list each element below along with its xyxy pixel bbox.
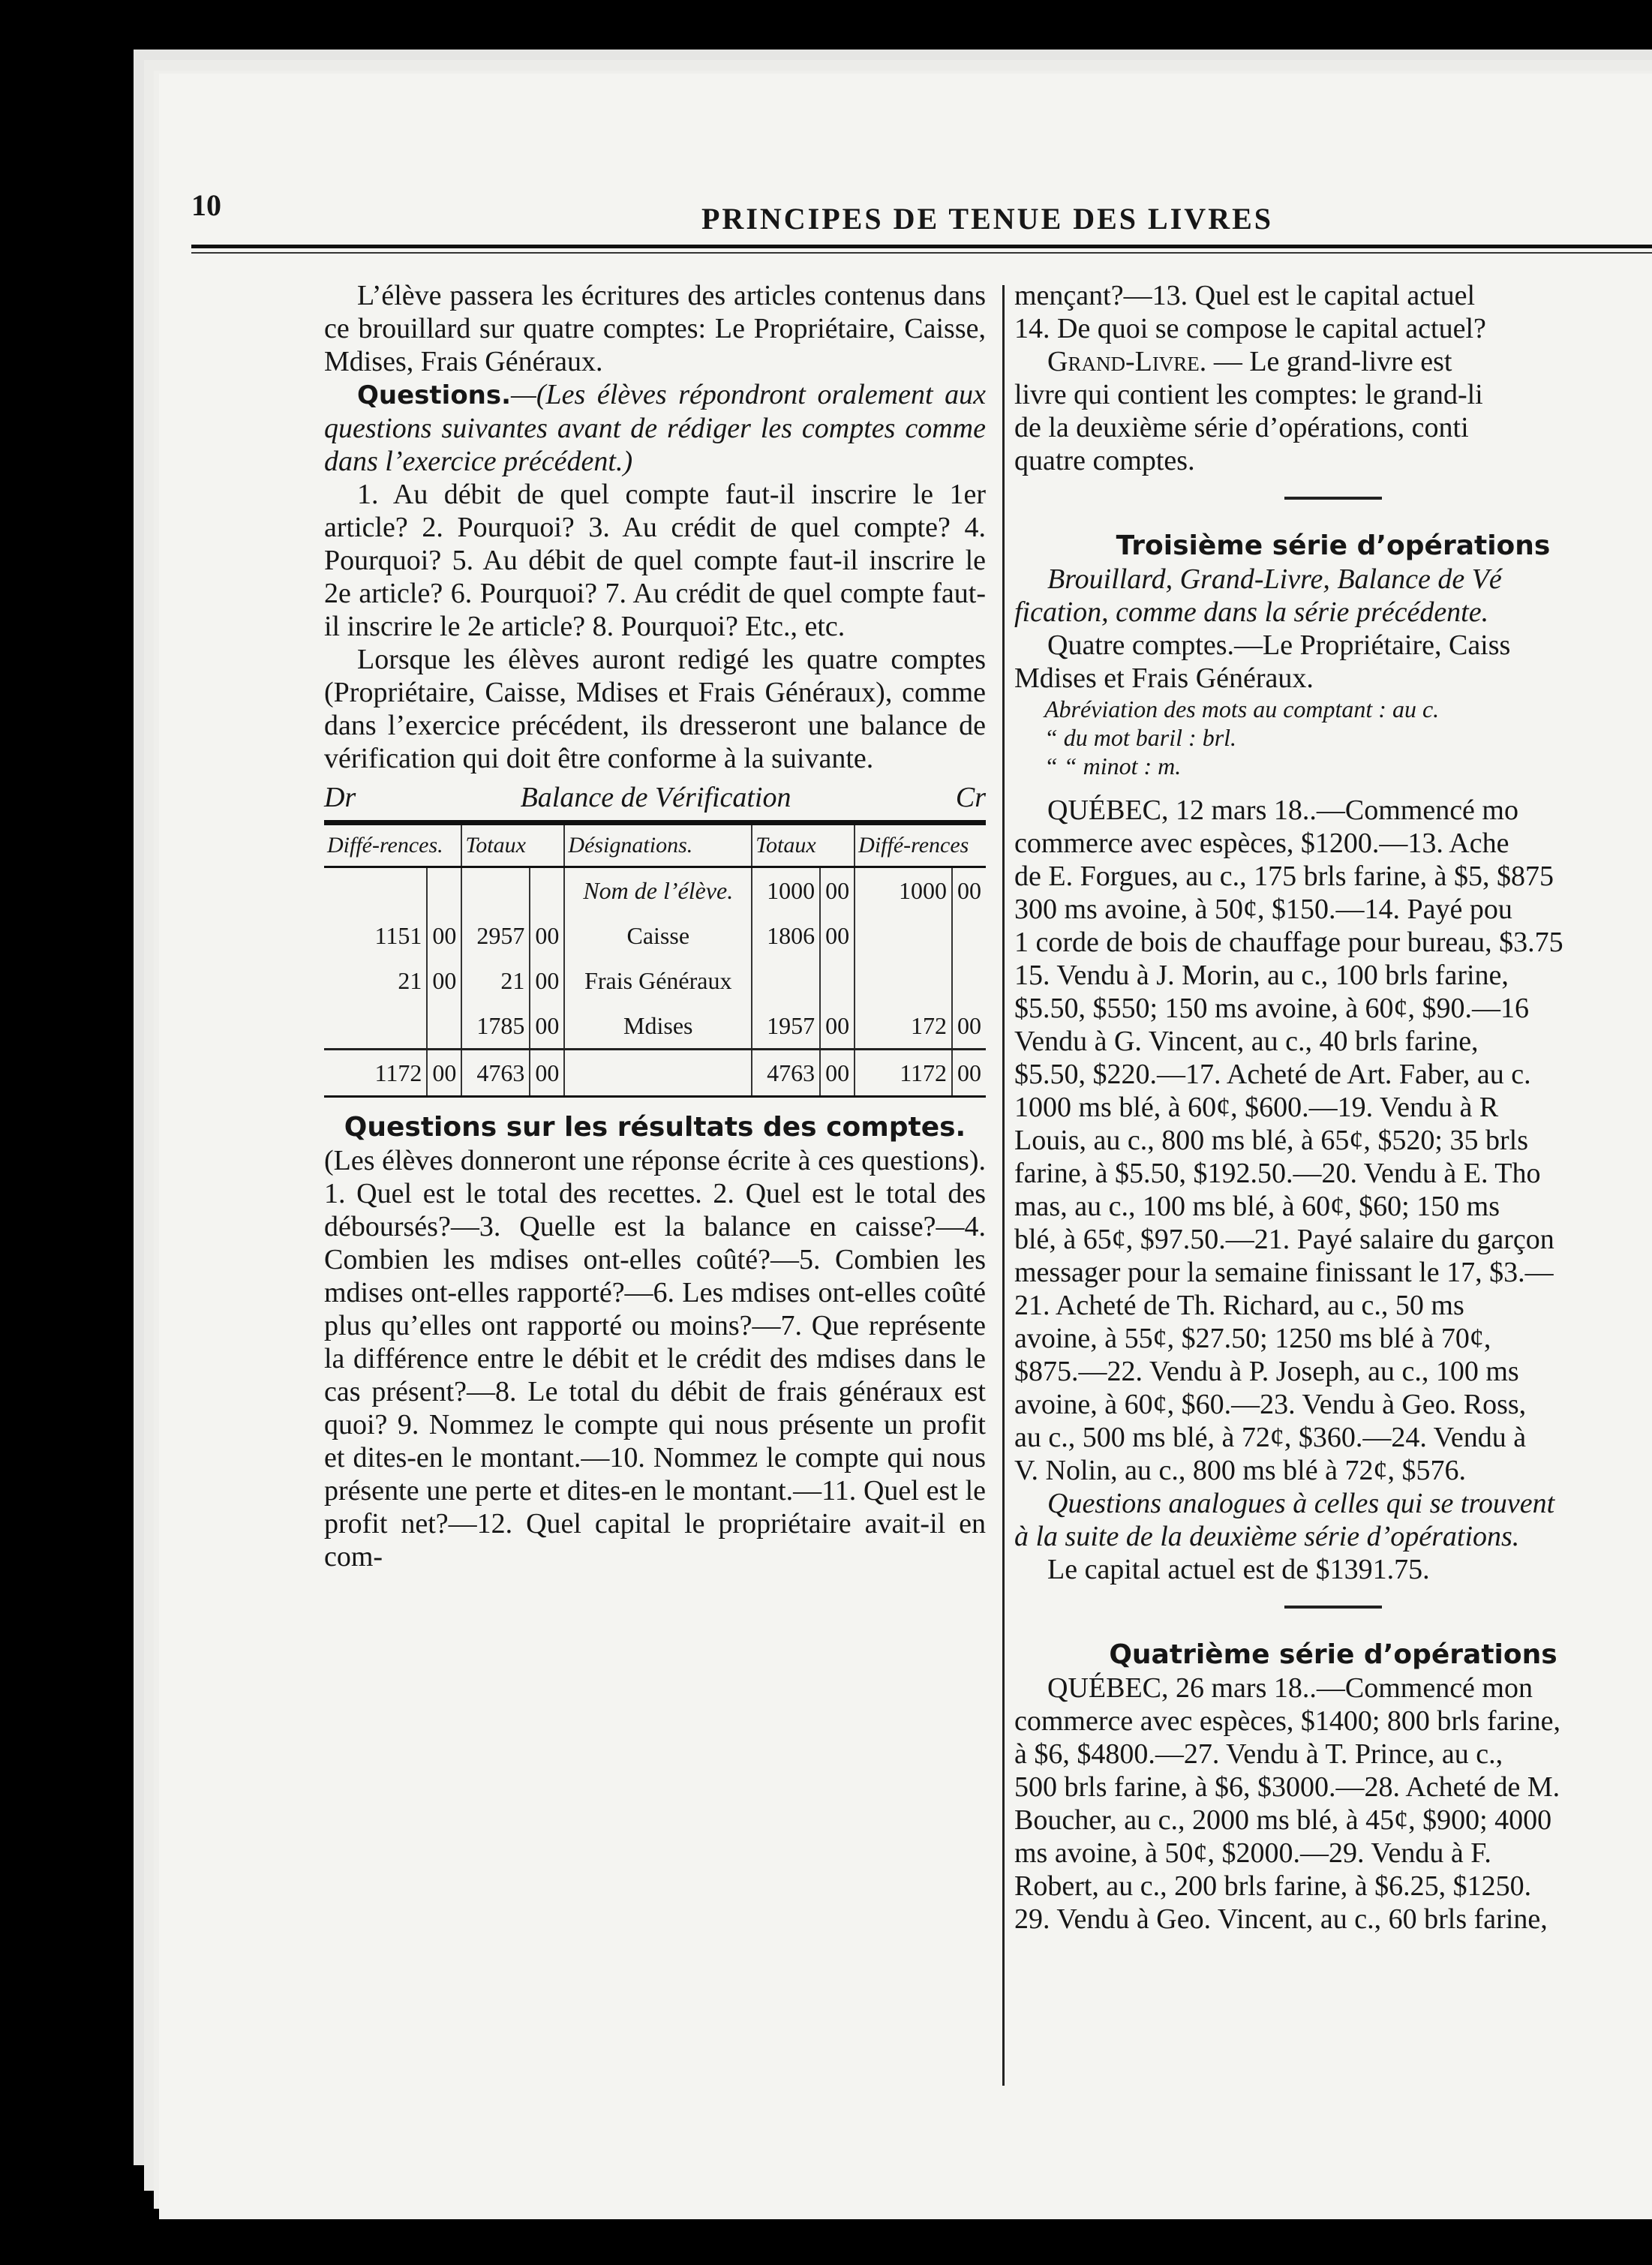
balance-title: Balance de Vérification (520, 782, 791, 813)
cell (564, 1050, 752, 1097)
balance-heading (324, 781, 986, 814)
analog-line: à la suite de la deuxième série d’opérations. (1014, 1521, 1520, 1552)
quatre-comptes: Mdises et Frais Généraux. (1014, 662, 1314, 694)
series3-heading: Troisième série d’opérations (1116, 530, 1551, 561)
cell: 172 (855, 1003, 952, 1050)
cell: 1000 (752, 867, 820, 914)
header-rule-thick (191, 245, 1652, 248)
cell: 1785 (461, 1003, 530, 1050)
cell: 00 (530, 958, 564, 1003)
series3-line: 15. Vendu à J. Morin, au c., 100 brls farine, (1014, 960, 1509, 991)
col-totals-right: Totaux (752, 823, 855, 867)
series3-sub: Brouillard, Grand-Livre, Balance de Vé (1047, 563, 1502, 595)
questions-paragraph (324, 378, 986, 478)
balance-intro: Lorsque les élèves auront redigé les quatre comptes (Propriétaire, Caisse, Mdises et Frais Généraux), comme dans l’exercice précédent, ils dresseront une balance de vérification qui doit être conforme à la suivante. (324, 644, 986, 774)
cell: 00 (820, 1003, 855, 1050)
cont-line: 14. De quoi se compose le capital actuel? (1014, 313, 1486, 344)
abbreviation-line: Abréviation des mots au comptant : au c. (1044, 695, 1440, 722)
series3-line: messager pour la semaine finissant le 17, $3.— (1014, 1257, 1554, 1288)
cell: 00 (957, 1012, 981, 1039)
quatre-comptes: Quatre comptes.—Le Propriétaire, Caiss (1047, 629, 1511, 661)
grand-livre-line: livre qui contient les comptes: le grand-li (1014, 379, 1483, 410)
series3-line: avoine, à 55¢, $27.50; 1250 ms blé à 70¢, (1014, 1323, 1491, 1354)
questions-intro: —(Les élèves répondront oralement aux questions suivantes avant de rédiger les comptes comme dans l’exercice précédent.) (324, 379, 986, 477)
grand-livre-line: quatre comptes. (1014, 445, 1195, 476)
cell (952, 913, 986, 958)
balance-table (324, 820, 986, 1098)
cell: 1806 (752, 913, 820, 958)
series3-line: QUÉBEC, 12 mars 18..—Commencé mo (1047, 795, 1518, 826)
cell (820, 958, 855, 1003)
cell: 00 (820, 867, 855, 914)
questions-label: Questions. (357, 380, 512, 410)
series3-sub: fication, comme dans la série précédente. (1014, 596, 1489, 628)
table-row (324, 867, 986, 914)
table-row (324, 958, 986, 1003)
cell: 00 (957, 877, 981, 904)
series3-line: farine, à $5.50, $192.50.—20. Vendu à E. Tho (1014, 1158, 1541, 1189)
table-totals-row (324, 1050, 986, 1097)
series3-line: Vendu à G. Vincent, au c., 40 brls farine, (1014, 1026, 1479, 1057)
questions-text: 1. Au débit de quel compte faut-il inscrire le 1er article? 2. Pourquoi? 3. Au crédit de quel compte? 4. Pourquoi? 5. Au débit de quel compte faut-il inscrire le 2e article? 6. Pourquoi? 7. Au crédit de quel compte faut-il inscrire le 2e article? 8. Pourquoi? Etc., etc. (324, 479, 986, 642)
balance-header-row (324, 823, 986, 867)
cell: Frais Généraux (564, 958, 752, 1003)
cell: 00 (820, 1050, 855, 1097)
series3-line: au c., 500 ms blé, à 72¢, $360.—24. Vendu à (1014, 1422, 1527, 1453)
cell: 1172 (855, 1050, 952, 1097)
cell: 00 (952, 1050, 986, 1097)
cell: 00 (530, 1003, 564, 1050)
cell: 00 (530, 913, 564, 958)
running-title: PRINCIPES DE TENUE DES LIVRES (701, 202, 1273, 236)
cell (427, 1003, 461, 1050)
series4-line: Boucher, au c., 2000 ms blé, à 45¢, $900; 4000 (1014, 1804, 1552, 1836)
col-diff-right: Diffé-rences (855, 823, 986, 867)
series3-line: commerce avec espèces, $1200.—13. Ache (1014, 828, 1509, 859)
header-rule-thin (191, 252, 1652, 254)
grand-livre-label: Grand-Livre. (1047, 346, 1207, 377)
cell: 00 (427, 1050, 461, 1097)
series4-line: à $6, $4800.—27. Vendu à T. Prince, au c., (1014, 1738, 1503, 1770)
series4-line: QUÉBEC, 26 mars 18..—Commencé mon (1047, 1672, 1533, 1704)
series3-line: 300 ms avoine, à 50¢, $150.—14. Payé pou (1014, 894, 1512, 925)
cell (427, 867, 461, 914)
abbreviation-line: “ “ minot : m. (1044, 752, 1182, 780)
balance-dr: Dr (324, 782, 356, 813)
results-heading: Questions sur les résultats des comptes. (344, 1112, 966, 1143)
series3-line: 21. Acheté de Th. Richard, au c., 50 ms (1014, 1290, 1464, 1321)
cell: 00 (427, 958, 461, 1003)
cell: 1151 (324, 913, 427, 958)
cell (530, 867, 564, 914)
cell (461, 867, 530, 914)
cell: 1957 (752, 1003, 820, 1050)
cell: 21 (324, 958, 427, 1003)
series3-line: 1 corde de bois de chauffage pour bureau, $3.75 (1014, 927, 1563, 958)
series3-line: 1000 ms blé, à 60¢, $600.—19. Vendu à R (1014, 1092, 1499, 1123)
table-row (324, 913, 986, 958)
section-divider (1284, 497, 1382, 500)
cell (752, 958, 820, 1003)
series3-line: V. Nolin, au c., 800 ms blé à 72¢, $576. (1014, 1455, 1466, 1486)
page-number: 10 (191, 188, 221, 222)
cont-line: mençant?—13. Quel est le capital actuel (1014, 280, 1476, 311)
cell: 4763 (461, 1050, 530, 1097)
cell: 00 (820, 913, 855, 958)
series4-heading: Quatrième série d’opérations (1109, 1639, 1557, 1670)
series3-line: $875.—22. Vendu à P. Joseph, au c., 100 ms (1014, 1356, 1519, 1387)
series4-line: commerce avec espèces, $1400; 800 brls farine, (1014, 1705, 1561, 1737)
cell: Mdises (564, 1003, 752, 1050)
cell (855, 958, 952, 1003)
column-separator (1002, 285, 1005, 2086)
series3-line: blé, à 65¢, $97.50.—21. Payé salaire du garçon (1014, 1224, 1554, 1255)
col-diff-left: Diffé-rences. (324, 823, 461, 867)
spacer (1014, 780, 1652, 794)
col-designations: Désignations. (564, 823, 752, 867)
intro-paragraph: L’élève passera les écritures des articles contenus dans ce brouillard sur quatre comptes: Le Propriétaire, Caisse, Mdises, Frais Généraux. (324, 280, 986, 377)
grand-livre-text: — Le grand-livre est (1206, 346, 1452, 377)
series3-line: $5.50, $550; 150 ms avoine, à 60¢, $90.—16 (1014, 993, 1530, 1024)
right-column (1014, 279, 1652, 1936)
cell (952, 958, 986, 1003)
series3-line: $5.50, $220.—17. Acheté de Art. Faber, au c. (1014, 1059, 1531, 1090)
cell: 1172 (324, 1050, 427, 1097)
balance-cr: Cr (955, 782, 986, 813)
cell: 21 (461, 958, 530, 1003)
cell: Caisse (564, 913, 752, 958)
cell: 1000 (855, 867, 952, 914)
series4-line: Robert, au c., 200 brls farine, à $6.25, $1250. (1014, 1870, 1532, 1902)
series4-line: 29. Vendu à Geo. Vincent, au c., 60 brls farine, (1014, 1903, 1548, 1935)
series4-line: ms avoine, à 50¢, $2000.—29. Vendu à F. (1014, 1837, 1491, 1869)
grand-livre-line (1014, 345, 1652, 378)
analog-line: Questions analogues à celles qui se trouvent (1047, 1488, 1555, 1519)
cell: Nom de l’élève. (564, 867, 752, 914)
section-divider (1284, 1606, 1382, 1609)
cell: 00 (530, 1050, 564, 1097)
cell: 00 (427, 913, 461, 958)
col-totals-left: Totaux (461, 823, 564, 867)
series3-line: avoine, à 60¢, $60.—23. Vendu à Geo. Ross, (1014, 1389, 1527, 1420)
grand-livre-line: de la deuxième série d’opérations, conti (1014, 412, 1469, 443)
cell (324, 867, 427, 914)
cell: 4763 (752, 1050, 820, 1097)
series4-line: 500 brls farine, à $6, $3000.—28. Acheté de M. (1014, 1771, 1560, 1803)
cell (855, 913, 952, 958)
table-row (324, 1003, 986, 1050)
abbreviation-line: “ du mot baril : brl. (1044, 724, 1237, 751)
left-column (324, 279, 986, 1573)
series3-line: de E. Forgues, au c., 175 brls farine, à $5, $875 (1014, 861, 1554, 892)
series3-line: Louis, au c., 800 ms blé, à 65¢, $520; 35 brls (1014, 1125, 1528, 1156)
capital-line: Le capital actuel est de $1391.75. (1047, 1554, 1430, 1585)
results-text: (Les élèves donneront une réponse écrite à ces questions). 1. Quel est le total des recettes. 2. Quel est le total des déboursés?—3. Quelle est la balance en caisse?—4. Combien les mdises ont-elles coûté?—5. Combien les mdises ont-elles rapporté?—6. Les mdises ont-elles coûté plus qu’elles ont rapporté ou moins?—7. Que représente la différence entre le débit et le crédit des mdises dans le cas présent?—8. Le total du débit de frais généraux est quoi? 9. Nommez le compte qui nous présente un profit et dites-en le montant.—10. Nommez le compte qui nous présente une perte et dites-en le montant.—11. Quel est le profit net?—12. Quel capital le propriétaire avait-il en com- (324, 1145, 986, 1573)
cell: 2957 (461, 913, 530, 958)
series3-line: mas, au c., 100 ms blé, à 60¢, $60; 150 ms (1014, 1191, 1500, 1222)
cell (324, 1003, 427, 1050)
